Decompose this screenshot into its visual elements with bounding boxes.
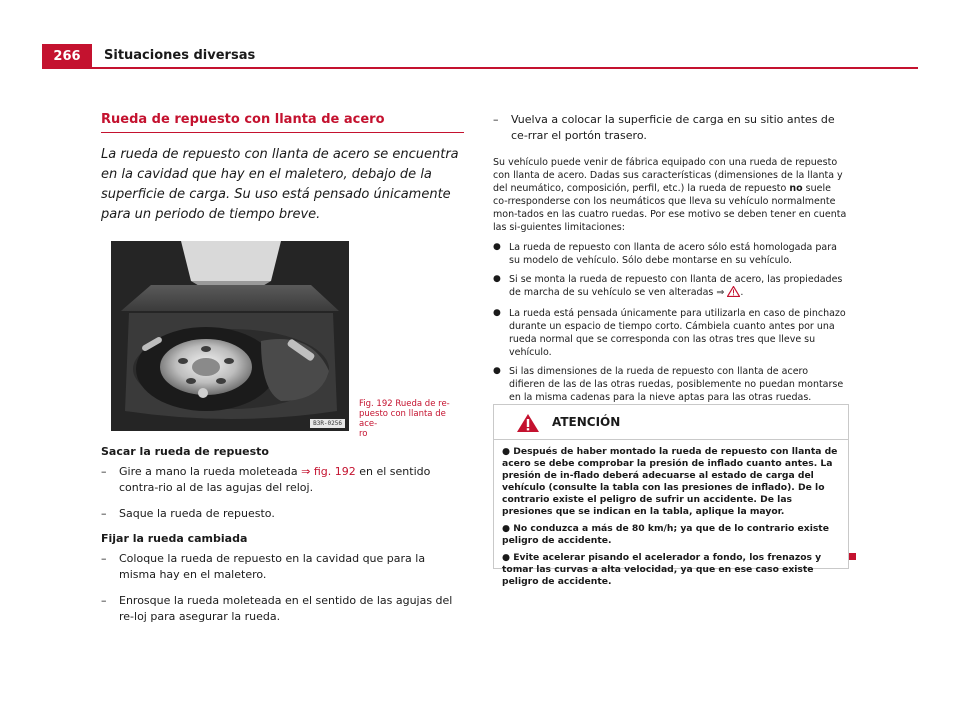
step-1 — [101, 464, 464, 496]
heading-fijar: Fijar la rueda cambiada — [101, 532, 248, 545]
bullet-text: La rueda de repuesto con llanta de acero sólo está homologada para su modelo de vehículo. Sólo debe montarse en su vehículo. — [509, 242, 837, 266]
warning-item — [502, 446, 840, 518]
left-column — [101, 112, 464, 635]
dash: – — [101, 507, 107, 520]
paragraph-text-end: suele co-rresponderse con los neumáticos que lleva su vehículo normalmente mon-tados en las cuatro ruedas. Por ese motivo se deben tener en cuenta las si-guientes limitaciones: — [493, 183, 847, 233]
intro-paragraph: La rueda de repuesto con llanta de acero se encuentra en la cavidad que hay en el maletero, debajo de la superficie de carga. Su uso está pensado únicamente para un periodo de tiempo breve. — [101, 147, 459, 222]
warning-title: ATENCIÓN — [552, 415, 621, 429]
dash: – — [101, 594, 107, 607]
heading-sacar: Sacar la rueda de repuesto — [101, 445, 269, 458]
step-3-text: Coloque la rueda de repuesto en la cavidad que para la misma hay en el maletero. — [119, 552, 426, 581]
warning-item — [502, 552, 840, 588]
step-4-text: Enrosque la rueda moleteada en el sentido de las agujas del re-loj para asegurar la rueda. — [119, 594, 453, 623]
figure-link[interactable]: ⇒ fig. 192 — [301, 465, 356, 478]
bullet-item — [493, 365, 847, 404]
header-rule — [42, 67, 918, 69]
bullet-item — [493, 307, 847, 359]
page-number: 266 — [42, 44, 92, 68]
figure-caption: Fig. 192 Rueda de re- puesto con llanta de ace- ro — [359, 399, 450, 439]
bullet-text: Si las dimensiones de la rueda de repuesto con llanta de acero difieren de las de las otras ruedas, posiblemente no puedan montarse en la misma cadenas para la nieve aptas para las otras ruedas. — [509, 366, 844, 403]
bullet-item: ● Si se monta la rueda de repuesto con llanta de acero, las propiedades de marcha de su vehículo se ven alteradas ⇒ . — [493, 273, 847, 301]
bullet-text: La rueda está pensada únicamente para utilizarla en caso de pinchazo durante un espacio de tiempo corto. Cámbiela cuanto antes por una rueda normal que se corresponda con las otras tres que lleve su vehículo. — [509, 308, 846, 358]
dash: – — [493, 113, 499, 126]
step-5-text: Vuelva a colocar la superficie de carga en su sitio antes de ce-rrar el portón trasero. — [511, 113, 835, 142]
step-4 — [101, 593, 464, 625]
warning-item-text: No conduzca a más de 80 km/h; ya que de lo contrario existe peligro de accidente. — [502, 523, 829, 546]
limitations-paragraph — [493, 156, 847, 234]
step-2 — [101, 506, 464, 522]
warning-item-text: Después de haber montado la rueda de repuesto con llanta de acero se debe comprobar la presión de inflado cuanto antes. La presión de in-flado deberá adecuarse al estado de carga del vehículo (consulte la tabla con las presiones de inflado). De lo contrario existe el peligro de sufrir un accidente. De las presiones que se indican en la tabla, aplique la mayor. — [502, 446, 838, 517]
bullet-icon: ● — [502, 552, 511, 563]
chapter-title: Situaciones diversas — [104, 48, 256, 63]
figure-192 — [101, 241, 464, 439]
section-end-mark — [849, 553, 856, 560]
step-5 — [493, 112, 847, 144]
section-title: Rueda de repuesto con llanta de acero — [101, 112, 464, 133]
right-column — [493, 112, 847, 410]
warning-triangle-icon — [516, 413, 540, 437]
paragraph-text: Su vehículo puede venir de fábrica equipado con una rueda de repuesto con llanta de acero. Dadas sus características (dimensiones de la llanta y del neumático, composición, perfil, etc.) la rueda de repuesto — [493, 157, 843, 194]
step-3 — [101, 551, 464, 583]
bullet-item — [493, 241, 847, 267]
warning-body — [494, 440, 848, 588]
step-1-text-end: en el sentido contra-rio al de las agujas del reloj. — [119, 465, 431, 494]
spare-wheel-photo — [111, 241, 349, 431]
bullet-icon: ● — [493, 366, 501, 376]
warning-box — [493, 404, 849, 587]
step-1-text: Gire a mano la rueda moleteada — [119, 465, 302, 478]
figure-ref-code: B3R-0256 — [310, 419, 345, 428]
dash: – — [101, 465, 107, 478]
bullet-icon: ● — [493, 242, 501, 252]
warning-item — [502, 523, 840, 547]
warning-link-icon[interactable] — [727, 286, 740, 301]
step-2-text: Saque la rueda de repuesto. — [119, 507, 275, 520]
bullet-text: Si se monta la rueda de repuesto con llanta de acero, las propiedades de marcha de su vehículo se ven alteradas ⇒ — [509, 274, 843, 298]
dash: – — [101, 552, 107, 565]
bullet-icon: ● — [493, 274, 501, 284]
bullet-icon: ● — [502, 523, 511, 534]
warning-item-text: Evite acelerar pisando el acelerador a fondo, los frenazos y tomar las curvas a alta velocidad, ya que en ese caso existe peligro de accidente. — [502, 552, 822, 587]
warning-header — [494, 405, 848, 440]
paragraph-bold: no — [789, 183, 803, 194]
bullet-icon: ● — [502, 446, 511, 457]
bullet-icon: ● — [493, 308, 501, 318]
